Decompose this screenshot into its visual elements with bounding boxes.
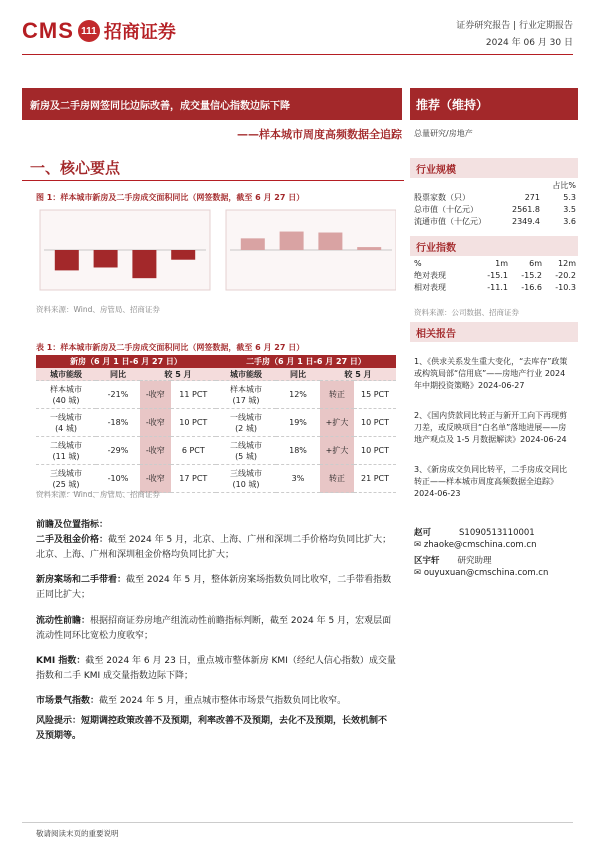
cell-city-tier: 二线城市 (11 城) (36, 437, 96, 465)
table-source: 资料来源：Wind、房管局、招商证券 (36, 490, 160, 499)
body-lead: 前瞻及位置指标： (36, 520, 109, 530)
row-label: 绝对表现 (414, 271, 446, 280)
row-label: 股票家数（只） (414, 193, 470, 202)
paragraph-text: 截至 2024 年 5 月，北京、上海、广州和深圳二手价格均负同比扩大；北京、上海、广州和深圳租金价格均负同比扩大； (36, 535, 392, 560)
index-row (414, 282, 576, 294)
table-row (36, 409, 396, 437)
cell-trend: -收窄 (140, 409, 171, 437)
analyst-name-text: 赵可 (414, 528, 432, 538)
table-group-header (36, 355, 396, 368)
row-value: -10.3 (555, 283, 576, 292)
row-label: 总市值（十亿元） (414, 205, 478, 214)
index-col-header (414, 258, 576, 270)
table-column-header (36, 368, 396, 381)
table-row (36, 381, 396, 409)
paragraph-label: KMI 指数： (36, 656, 86, 666)
paragraph (36, 614, 396, 644)
logo-cn-text: 招商证券 (103, 22, 176, 43)
cell-pct: 15 PCT (354, 381, 396, 409)
chart-bar (171, 250, 195, 260)
scale-col-header (414, 180, 576, 192)
col-header: 城市能级 (36, 368, 96, 381)
col-header: 同比 (276, 368, 320, 381)
logo-cms-text: CMS (22, 18, 74, 43)
footer-divider (22, 822, 573, 823)
col-header: 较 5 月 (140, 368, 216, 381)
row-value: 271 (524, 193, 540, 202)
chart-bar (94, 250, 118, 267)
analyst-name-text: 区宇轩 (414, 556, 440, 566)
index-header: 行业指数 (410, 236, 578, 256)
cell-yoy: 3% (276, 465, 320, 493)
cell-yoy: -21% (96, 381, 140, 409)
paragraph (36, 533, 396, 563)
header-divider (22, 54, 573, 55)
row-pct: 3.5 (563, 205, 576, 214)
cell-trend: +扩大 (320, 409, 354, 437)
row-value: 2349.4 (512, 217, 540, 226)
scale-row (414, 192, 576, 204)
paragraph-text: 截至 2024 年 6 月 23 日，重点城市整体新房 KMI（经纪人信心指数）成交量指数和二手 KMI 成交量指数边际下降； (36, 656, 396, 681)
paragraph (36, 654, 396, 684)
cell-pct: 10 PCT (171, 409, 216, 437)
cell-yoy: -10% (96, 465, 140, 493)
group-second-house: 二手房（6 月 1 日-6 月 27 日） (216, 355, 396, 368)
paragraph-text: 短期调控政策改善不及预期，利率改善不及预期，去化不及预期，长效机制不及预期等。 (36, 716, 388, 741)
report-type: 证券研究报告 | 行业定期报告 (456, 21, 573, 31)
related-header: 相关报告 (410, 322, 578, 342)
section-title: 一、核心要点 (30, 159, 121, 177)
cell-pct: 17 PCT (171, 465, 216, 493)
index-row (414, 270, 576, 282)
chart-bar (280, 232, 304, 250)
col-header: 同比 (96, 368, 140, 381)
chart-bar (55, 250, 79, 270)
cell-yoy: 12% (276, 381, 320, 409)
risk-paragraph (36, 714, 396, 744)
related-report[interactable]: 2、《国内贷款同比转正与新开工向下再现剪刀差，或反映项目“白名单”落地进展——房地产观点及 1-5 月数据解读》2024-06-24 (414, 411, 568, 444)
header-meta (456, 18, 573, 52)
logo (22, 18, 176, 44)
col-header: 城市能级 (216, 368, 276, 381)
cell-city-tier: 样本城市 (40 城) (36, 381, 96, 409)
table-row (36, 437, 396, 465)
email-text[interactable]: zhaoke@cmschina.com.cn (423, 540, 537, 550)
cell-city-tier: 三线城市 (10 城) (216, 465, 276, 493)
related-report[interactable]: 1、《供求关系发生重大变化，“去库存”政策或构筑局部“信用底”——房地产行业 2024 年中期投资策略》2024-06-27 (414, 357, 568, 390)
report-date: 2024 年 06 月 30 日 (485, 38, 573, 48)
figure-chart (36, 206, 396, 298)
chart-bar (132, 250, 156, 278)
cell-city-tier: 样本城市 (17 城) (216, 381, 276, 409)
cell-yoy: -18% (96, 409, 140, 437)
logo-badge-icon: 111 (78, 20, 100, 42)
table-title: 表 1：样本城市新房及二手房成交面积同比（网签数据，截至 6 月 27 日） (36, 343, 305, 352)
scale-table (414, 180, 576, 228)
data-table (36, 355, 396, 493)
paragraph-text: 截至 2024 年 5 月，整体新房案场指数负同比收窄，二手带看指数正同比扩大； (36, 575, 392, 600)
row-value: -11.1 (487, 283, 508, 292)
analyst-email[interactable] (414, 540, 536, 550)
analyst-name (414, 526, 535, 538)
index-source: 资料来源：公司数据、招商证券 (414, 308, 519, 317)
cell-trend: -收窄 (140, 437, 171, 465)
section-divider (22, 180, 404, 181)
cell-trend: 转正 (320, 465, 354, 493)
row-label: 流通市值（十亿元） (414, 217, 486, 226)
cell-trend: -收窄 (140, 381, 171, 409)
scale-row (414, 204, 576, 216)
analyst-id: S1090513110001 (459, 528, 535, 538)
figure-title: 图 1：样本城市新房及二手房成交面积同比（网签数据，截至 6 月 27 日） (36, 193, 305, 202)
cell-yoy: -29% (96, 437, 140, 465)
col-header: 6m (529, 259, 542, 268)
report-subtitle: ——样本城市周度高频数据全追踪 (237, 128, 402, 141)
col-header: % (414, 259, 422, 268)
row-value: -15.1 (487, 271, 508, 280)
row-label: 相对表现 (414, 283, 446, 292)
paragraph-text: 根据招商证券房地产组流动性前瞻指标判断，截至 2024 年 5 月，宏观层面流动性同环比宽松力度收窄； (36, 616, 392, 641)
cell-pct: 10 PCT (354, 437, 396, 465)
cell-yoy: 19% (276, 409, 320, 437)
row-value: -15.2 (521, 271, 542, 280)
email-icon: ✉ (414, 540, 422, 550)
cell-pct: 21 PCT (354, 465, 396, 493)
row-value: -20.2 (555, 271, 576, 280)
footer-note: 敬请阅读末页的重要说明 (36, 829, 119, 838)
cell-yoy: 18% (276, 437, 320, 465)
cell-city-tier: 一线城市 (2 城) (216, 409, 276, 437)
index-table (414, 258, 576, 294)
figure-source: 资料来源：Wind、房管局、招商证券 (36, 305, 160, 314)
paragraph-label: 流动性前瞻： (36, 616, 91, 626)
cell-city-tier: 二线城市 (5 城) (216, 437, 276, 465)
cell-city-tier: 三线城市 (25 城) (36, 465, 96, 493)
chart-bar (241, 238, 265, 250)
cell-pct: 11 PCT (171, 381, 216, 409)
related-report[interactable]: 3、《新房成交负同比转平，二手房成交同比转正——样本城市周度高频数据全追踪》2024-06-23 (414, 465, 568, 498)
email-icon: ✉ (414, 568, 422, 578)
row-pct: 3.6 (563, 217, 576, 226)
analyst-id: 研究助理 (457, 556, 492, 566)
paragraph-label: 风险提示： (36, 716, 82, 726)
category-label: 总量研究/房地产 (414, 129, 473, 138)
paragraph-text: 截至 2024 年 5 月，重点城市整体市场景气指数负同比收窄。 (99, 696, 347, 706)
paragraph (36, 694, 396, 709)
row-value: -16.6 (521, 283, 542, 292)
email-text[interactable]: ouyuxuan@cmschina.com.cn (423, 568, 549, 578)
row-pct: 5.3 (563, 193, 576, 202)
col-header: 1m (495, 259, 508, 268)
scale-header: 行业规模 (410, 158, 578, 178)
cell-trend: +扩大 (320, 437, 354, 465)
report-title: 新房及二手房网签同比边际改善，成交量信心指数边际下降 (22, 88, 402, 120)
chart-bar (318, 233, 342, 250)
cell-city-tier: 一线城市 (4 城) (36, 409, 96, 437)
cell-trend: -收窄 (140, 465, 171, 493)
analyst-name (414, 554, 492, 566)
paragraph (36, 573, 396, 603)
col-header: 12m (558, 259, 576, 268)
paragraph-label: 市场景气指数： (36, 696, 100, 706)
chart-bar (357, 247, 381, 250)
cell-pct: 10 PCT (354, 409, 396, 437)
cell-trend: 转正 (320, 381, 354, 409)
pct-header: 占比% (552, 181, 576, 190)
row-value: 2561.8 (512, 205, 540, 214)
group-new-house: 新房（6 月 1 日-6 月 27 日） (36, 355, 216, 368)
paragraph-label: 新房案场和二手带看： (36, 575, 127, 585)
scale-row (414, 216, 576, 228)
analyst-email[interactable] (414, 568, 548, 578)
cell-pct: 6 PCT (171, 437, 216, 465)
paragraph-label: 二手及租金价格： (36, 535, 109, 545)
col-header: 较 5 月 (320, 368, 396, 381)
rating-banner: 推荐（维持） (410, 88, 578, 120)
